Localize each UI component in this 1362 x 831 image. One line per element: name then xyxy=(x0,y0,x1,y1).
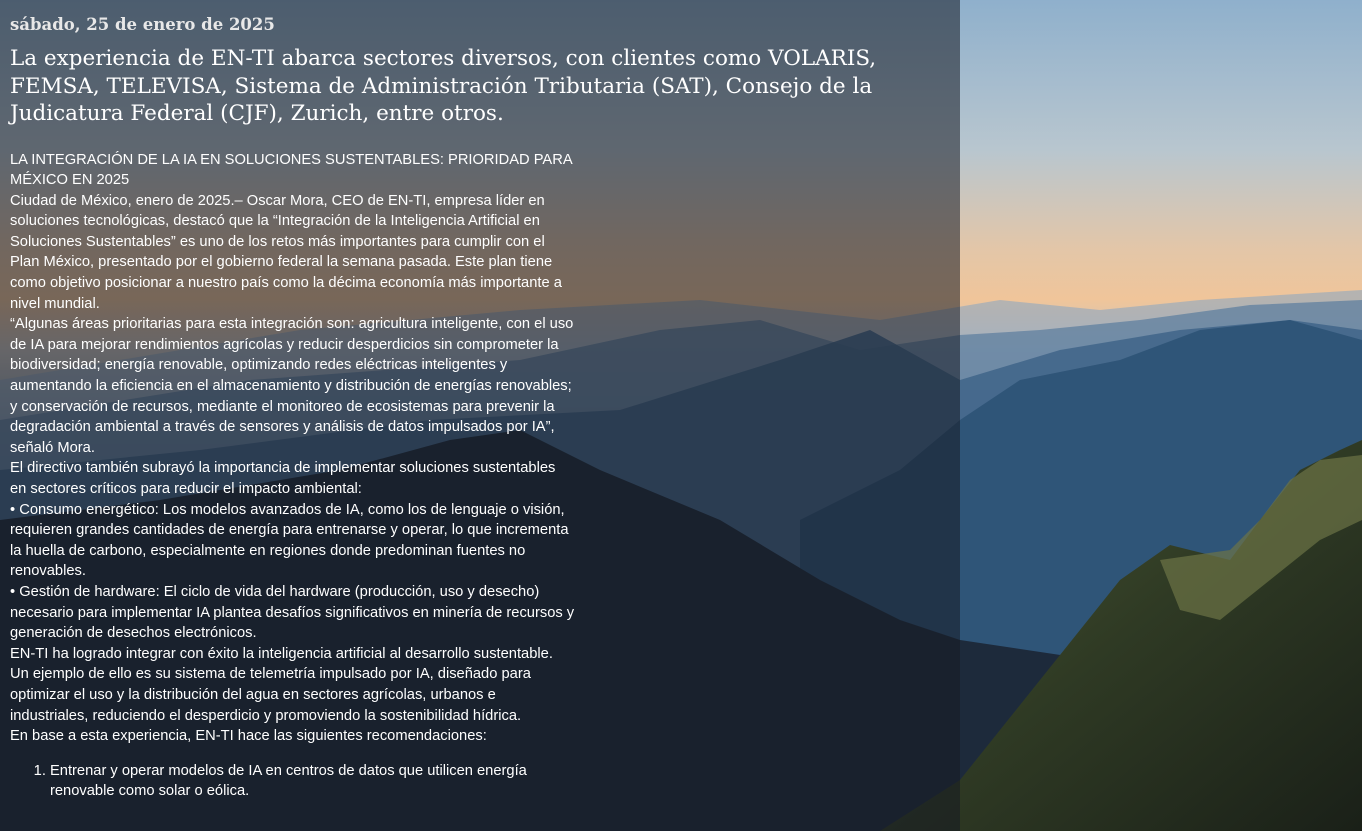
recommendation-item: 1. Entrenar y operar modelos de IA en centros de datos que utilicen energía renovable como solar o eólica. xyxy=(50,761,575,802)
post-paragraph: En base a esta experiencia, EN-TI hace las siguientes recomendaciones: xyxy=(10,728,487,745)
post-paragraph: El directivo también subrayó la importancia de implementar soluciones sustentables en sectores críticos para reducir el impacto ambiental: xyxy=(10,460,556,497)
post-headline: LA INTEGRACIÓN DE LA IA EN SOLUCIONES SUSTENTABLES: PRIORIDAD PARA MÉXICO EN 2025 xyxy=(10,151,572,189)
post-bullet: • Consumo energético: Los modelos avanzados de IA, como los de lenguaje o visión, requieren grandes cantidades de energía para entrenarse y operar, lo que incrementa la huella de carbono, especialmente en regiones donde predominan fuentes no renovables. xyxy=(10,501,569,580)
post-title[interactable]: La experiencia de EN-TI abarca sectores diversos, con clientes como VOLARIS, FEMSA, TELEVISA, Sistema de Administración Tributaria (SAT), Consejo de la Judicatura Federal (CJF), Zurich, entre otros. xyxy=(10,46,877,126)
recommendations-list xyxy=(10,761,575,802)
post-body xyxy=(10,150,575,802)
post-paragraph: “Algunas áreas prioritarias para esta integración son: agricultura inteligente, con el uso de IA para mejorar rendimientos agrícolas y reducir desperdicios sin comprometer la biodiversidad; energía renovable, optimizando redes eléctricas inteligentes y aumentando la eficiencia en el almacenamiento y distribución de energías renovables; y conservación de recursos, mediante el monitoreo de ecosistemas para prevenir la degradación ambiental a través de sensores y análisis de datos impulsados por IA”, señaló Mora. xyxy=(10,316,574,456)
post-paragraph: EN-TI ha logrado integrar con éxito la inteligencia artificial al desarrollo sustentable. Un ejemplo de ello es su sistema de telemetría impulsado por IA, diseñado para optimizar el uso y la distribución del agua en sectores agrícolas, urbanos e industriales, reduciendo el desperdicio y promoviendo la sostenibilidad hídrica. xyxy=(10,645,553,724)
post-bullet: • Gestión de hardware: El ciclo de vida del hardware (producción, uso y desecho) necesario para implementar IA plantea desafíos significativos en minería de recursos y generación de desechos electrónicos. xyxy=(10,583,575,642)
post-paragraph: Ciudad de México, enero de 2025.– Oscar Mora, CEO de EN-TI, empresa líder en soluciones tecnológicas, destacó que la “Integración de la Inteligencia Artificial en Soluciones Sustentables” es uno de los retos más importantes para cumplir con el Plan México, presentado por el gobierno federal la semana pasada. Este plan tiene como objetivo posicionar a nuestro país como la décima economía más importante a nivel mundial. xyxy=(10,192,562,312)
blog-post xyxy=(10,13,950,802)
post-date: sábado, 25 de enero de 2025 xyxy=(10,15,275,34)
